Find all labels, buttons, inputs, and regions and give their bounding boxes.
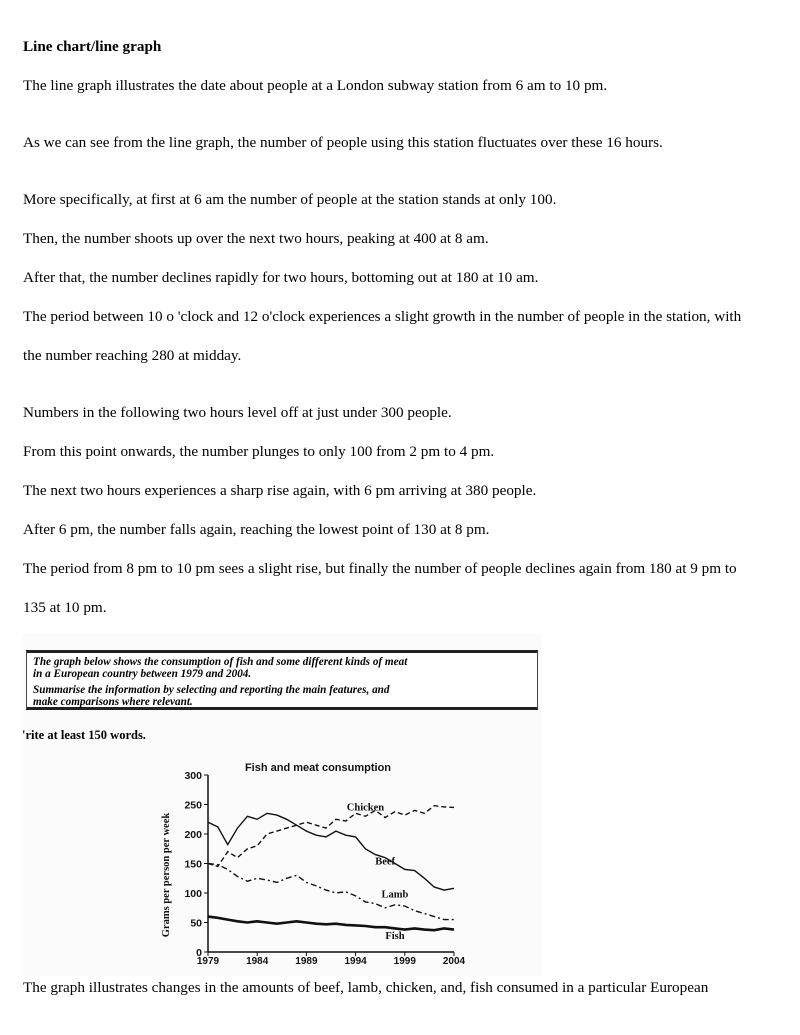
x-tick-label: 1989 [295,956,318,967]
y-tick-label: 0 [196,947,202,959]
y-tick-label: 50 [190,917,202,930]
paragraph-detail-9-cont: 135 at 10 pm. [23,599,107,616]
paragraph-intro: The line graph illustrates the date about people at a London subway station from 6 am to 10 pm. [23,77,608,94]
task-line-1: The graph below shows the consumption of fish and some different kinds of meat [33,656,408,668]
paragraph-detail-3: After that, the number declines rapidly for two hours, bottoming out at 180 at 10 am. [23,269,539,286]
y-axis-label: Grams per person per week [161,812,172,938]
paragraph-detail-9: The period from 8 pm to 10 pm sees a slight rise, but finally the number of people declines again from 180 at 9 pm to [23,560,737,577]
series-labels [347,802,409,942]
task-line-4: make comparisons where relevant. [33,695,193,708]
chart-title: Fish and meat consumption [244,762,392,774]
paragraph-overview: As we can see from the line graph, the number of people using this station fluctuates over these 16 hours. [23,134,663,151]
x-tick-label: 1994 [344,956,367,967]
series-layer [208,806,454,931]
y-tick-label: 250 [184,799,202,812]
paragraph-detail-2: Then, the number shoots up over the next two hours, peaking at 400 at 8 am. [23,230,489,247]
series-label-chicken: Chicken [346,802,385,814]
page-heading: Line chart/line graph [23,38,162,55]
y-tick-label: 200 [184,829,202,841]
paragraph-detail-1: More specifically, at first at 6 am the number of people at the station stands at only 100. [23,191,557,208]
series-label-beef: Beef [375,856,396,868]
paragraph-detail-4: The period between 10 o 'clock and 12 o'clock experiences a slight growth in the number of people in the station, with [23,308,742,325]
x-tick-label: 1999 [393,956,416,967]
word-count-note: 'rite at least 150 words. [22,728,146,742]
series-label-lamb: Lamb [381,889,409,901]
y-tick-label: 150 [184,858,202,871]
series-label-fish: Fish [385,931,405,943]
fish-meat-line-chart [22,634,542,976]
series-line-chicken [208,806,454,867]
chart-description-text: The graph illustrates changes in the amounts of beef, lamb, chicken, and, fish consumed in a particular European [23,979,709,996]
task-line-2: in a European country between 1979 and 2004. [33,667,252,680]
x-tick-label: 1979 [196,956,220,967]
paragraph-detail-4-cont: the number reaching 280 at midday. [23,347,242,364]
y-tick-label: 300 [184,770,202,782]
paragraph-detail-6: From this point onwards, the number plunges to only 100 from 2 pm to 4 pm. [23,443,495,460]
x-tick-label: 1984 [246,956,269,967]
task-line-3: Summarise the information by selecting and reporting the main features, and [33,684,390,696]
paragraph-detail-7: The next two hours experiences a sharp rise again, with 6 pm arriving at 380 people. [23,482,537,499]
series-line-fish [208,917,454,931]
x-tick-label: 2004 [442,956,466,967]
y-tick-label: 100 [184,888,202,900]
paragraph-detail-8: After 6 pm, the number falls again, reaching the lowest point of 130 at 8 pm. [23,521,490,538]
paragraph-detail-5: Numbers in the following two hours level off at just under 300 people. [23,404,452,421]
scanned-task-figure [22,634,542,976]
